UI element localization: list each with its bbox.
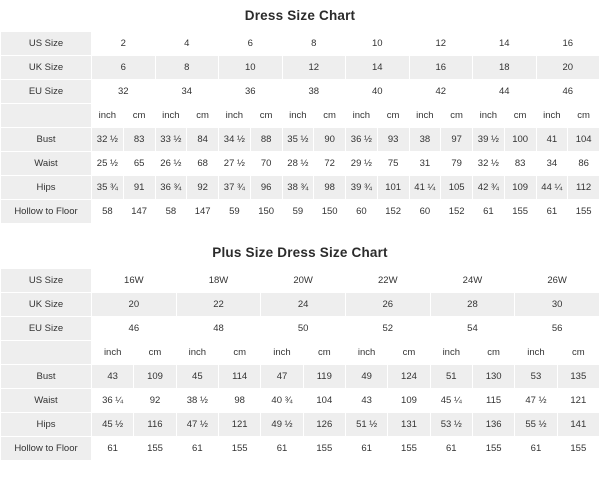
row-label-hips: Hips [1, 176, 92, 200]
cell-eu-size-3: 50 [261, 317, 346, 341]
cell-waist: 68 [187, 152, 219, 176]
unit-cell: cm [441, 104, 473, 128]
cell-bust: 88 [250, 128, 282, 152]
cell-us-size-6: 12 [409, 32, 473, 56]
cell-waist: 31 [409, 152, 441, 176]
unit-cell: inch [536, 104, 568, 128]
row-label-units [1, 341, 92, 365]
unit-cell: inch [92, 104, 124, 128]
row-label-us-size: US Size [1, 269, 92, 293]
cell-bust: 33 ½ [155, 128, 187, 152]
page-title: Dress Size Chart [244, 8, 356, 23]
cell-waist: 83 [504, 152, 536, 176]
unit-cell: inch [261, 341, 303, 365]
unit-cell: cm [568, 104, 600, 128]
cell-hips: 37 ¾ [219, 176, 251, 200]
cell-hollow-to-floor: 59 [282, 200, 314, 224]
cell-waist: 79 [441, 152, 473, 176]
unit-cell: cm [134, 341, 176, 365]
cell-eu-size-8: 46 [536, 80, 600, 104]
unit-cell: cm [504, 104, 536, 128]
row-label-hollow-to-floor: Hollow to Floor [1, 200, 92, 224]
cell-bust: 114 [218, 365, 260, 389]
cell-hollow-to-floor: 152 [377, 200, 409, 224]
cell-hips: 116 [134, 413, 176, 437]
cell-eu-size-1: 32 [92, 80, 156, 104]
table-row [1, 269, 600, 293]
cell-hollow-to-floor: 150 [250, 200, 282, 224]
cell-waist: 104 [303, 389, 345, 413]
cell-waist: 115 [472, 389, 514, 413]
cell-bust: 36 ½ [346, 128, 378, 152]
cell-bust: 49 [345, 365, 387, 389]
table-row [1, 413, 600, 437]
cell-us-size-1: 2 [92, 32, 156, 56]
cell-uk-size-7: 18 [473, 56, 537, 80]
cell-hips: 91 [123, 176, 155, 200]
cell-bust: 51 [430, 365, 472, 389]
row-label-hollow-to-floor: Hollow to Floor [1, 437, 92, 461]
dress-size-chart-block [0, 0, 600, 224]
unit-cell: inch [92, 341, 134, 365]
cell-hollow-to-floor: 155 [388, 437, 430, 461]
row-label-hips: Hips [1, 413, 92, 437]
unit-cell: cm [250, 104, 282, 128]
cell-eu-size-5: 54 [430, 317, 515, 341]
plus-size-chart-block [0, 237, 600, 461]
cell-hips: 45 ½ [92, 413, 134, 437]
cell-uk-size-8: 20 [536, 56, 600, 80]
cell-bust: 43 [92, 365, 134, 389]
cell-us-size-3: 20W [261, 269, 346, 293]
cell-uk-size-3: 10 [219, 56, 283, 80]
cell-hollow-to-floor: 152 [441, 200, 473, 224]
cell-us-size-1: 16W [92, 269, 177, 293]
cell-hips: 39 ¾ [346, 176, 378, 200]
cell-uk-size-6: 16 [409, 56, 473, 80]
cell-hips: 38 ¾ [282, 176, 314, 200]
cell-us-size-2: 18W [176, 269, 261, 293]
cell-waist: 75 [377, 152, 409, 176]
unit-cell: inch [409, 104, 441, 128]
cell-uk-size-4: 12 [282, 56, 346, 80]
cell-hips: 101 [377, 176, 409, 200]
cell-hips: 98 [314, 176, 346, 200]
unit-cell: inch [430, 341, 472, 365]
cell-uk-size-6: 30 [515, 293, 600, 317]
cell-hips: 55 ½ [515, 413, 557, 437]
cell-hollow-to-floor: 155 [568, 200, 600, 224]
cell-eu-size-4: 52 [345, 317, 430, 341]
unit-cell: cm [314, 104, 346, 128]
cell-hollow-to-floor: 155 [218, 437, 260, 461]
cell-bust: 41 [536, 128, 568, 152]
cell-us-size-4: 8 [282, 32, 346, 56]
cell-hollow-to-floor: 58 [155, 200, 187, 224]
cell-uk-size-4: 26 [345, 293, 430, 317]
table-row [1, 437, 600, 461]
cell-eu-size-2: 34 [155, 80, 219, 104]
cell-waist: 26 ½ [155, 152, 187, 176]
unit-cell: cm [557, 341, 599, 365]
cell-hips: 105 [441, 176, 473, 200]
cell-bust: 32 ½ [92, 128, 124, 152]
unit-cell: cm [377, 104, 409, 128]
cell-bust: 130 [472, 365, 514, 389]
cell-uk-size-2: 22 [176, 293, 261, 317]
cell-eu-size-5: 40 [346, 80, 410, 104]
cell-hollow-to-floor: 61 [473, 200, 505, 224]
cell-hollow-to-floor: 155 [504, 200, 536, 224]
cell-waist: 86 [568, 152, 600, 176]
cell-bust: 119 [303, 365, 345, 389]
cell-bust: 39 ½ [473, 128, 505, 152]
unit-cell: inch [176, 341, 218, 365]
cell-hollow-to-floor: 155 [134, 437, 176, 461]
table-row [1, 32, 600, 56]
cell-hollow-to-floor: 61 [515, 437, 557, 461]
plus-size-title: Plus Size Dress Size Chart [212, 245, 388, 260]
cell-waist: 27 ½ [219, 152, 251, 176]
cell-us-size-6: 26W [515, 269, 600, 293]
row-label-eu-size: EU Size [1, 80, 92, 104]
cell-hollow-to-floor: 61 [430, 437, 472, 461]
unit-cell: cm [472, 341, 514, 365]
cell-hips: 49 ½ [261, 413, 303, 437]
cell-hips: 141 [557, 413, 599, 437]
cell-us-size-8: 16 [536, 32, 600, 56]
cell-uk-size-5: 14 [346, 56, 410, 80]
cell-bust: 100 [504, 128, 536, 152]
cell-hollow-to-floor: 155 [472, 437, 514, 461]
cell-waist: 29 ½ [346, 152, 378, 176]
cell-waist: 34 [536, 152, 568, 176]
cell-waist: 47 ½ [515, 389, 557, 413]
cell-bust: 83 [123, 128, 155, 152]
cell-bust: 135 [557, 365, 599, 389]
cell-eu-size-6: 42 [409, 80, 473, 104]
cell-bust: 35 ½ [282, 128, 314, 152]
dress-size-table [0, 31, 600, 224]
cell-hips: 92 [187, 176, 219, 200]
unit-row [1, 341, 600, 365]
table-row [1, 176, 600, 200]
cell-eu-size-3: 36 [219, 80, 283, 104]
cell-bust: 47 [261, 365, 303, 389]
cell-hips: 136 [472, 413, 514, 437]
cell-waist: 32 ½ [473, 152, 505, 176]
cell-hips: 42 ¾ [473, 176, 505, 200]
cell-hollow-to-floor: 61 [536, 200, 568, 224]
cell-hips: 51 ½ [345, 413, 387, 437]
cell-eu-size-1: 46 [92, 317, 177, 341]
unit-cell: cm [388, 341, 430, 365]
table-row [1, 317, 600, 341]
dress-size-table-body [1, 32, 600, 224]
cell-hollow-to-floor: 61 [92, 437, 134, 461]
cell-hollow-to-floor: 60 [346, 200, 378, 224]
cell-waist: 40 ¾ [261, 389, 303, 413]
cell-us-size-4: 22W [345, 269, 430, 293]
plus-size-table [0, 268, 600, 461]
cell-bust: 38 [409, 128, 441, 152]
cell-waist: 98 [218, 389, 260, 413]
unit-cell: cm [218, 341, 260, 365]
cell-bust: 84 [187, 128, 219, 152]
cell-uk-size-5: 28 [430, 293, 515, 317]
table-row [1, 152, 600, 176]
cell-eu-size-7: 44 [473, 80, 537, 104]
cell-bust: 124 [388, 365, 430, 389]
cell-bust: 93 [377, 128, 409, 152]
row-label-uk-size: UK Size [1, 293, 92, 317]
unit-cell: inch [515, 341, 557, 365]
cell-hips: 131 [388, 413, 430, 437]
cell-waist: 65 [123, 152, 155, 176]
unit-row [1, 104, 600, 128]
cell-eu-size-4: 38 [282, 80, 346, 104]
cell-us-size-3: 6 [219, 32, 283, 56]
cell-waist: 43 [345, 389, 387, 413]
unit-cell: cm [187, 104, 219, 128]
cell-hips: 112 [568, 176, 600, 200]
row-label-units [1, 104, 92, 128]
cell-uk-size-3: 24 [261, 293, 346, 317]
unit-cell: inch [473, 104, 505, 128]
cell-waist: 92 [134, 389, 176, 413]
unit-cell: cm [303, 341, 345, 365]
cell-us-size-7: 14 [473, 32, 537, 56]
row-label-uk-size: UK Size [1, 56, 92, 80]
cell-hollow-to-floor: 155 [303, 437, 345, 461]
table-row [1, 293, 600, 317]
cell-hollow-to-floor: 61 [261, 437, 303, 461]
unit-cell: inch [345, 341, 387, 365]
row-label-us-size: US Size [1, 32, 92, 56]
table-row [1, 389, 600, 413]
cell-hollow-to-floor: 60 [409, 200, 441, 224]
table-row [1, 128, 600, 152]
table-row [1, 365, 600, 389]
row-label-bust: Bust [1, 128, 92, 152]
cell-hips: 109 [504, 176, 536, 200]
cell-waist: 109 [388, 389, 430, 413]
section-gap [0, 224, 600, 237]
cell-bust: 34 ½ [219, 128, 251, 152]
table-row [1, 56, 600, 80]
cell-hips: 126 [303, 413, 345, 437]
cell-waist: 28 ½ [282, 152, 314, 176]
cell-bust: 45 [176, 365, 218, 389]
cell-uk-size-2: 8 [155, 56, 219, 80]
cell-hips: 44 ¼ [536, 176, 568, 200]
cell-waist: 72 [314, 152, 346, 176]
table-row [1, 200, 600, 224]
cell-bust: 104 [568, 128, 600, 152]
cell-waist: 45 ¼ [430, 389, 472, 413]
cell-hips: 121 [218, 413, 260, 437]
cell-eu-size-2: 48 [176, 317, 261, 341]
cell-hollow-to-floor: 147 [123, 200, 155, 224]
row-label-bust: Bust [1, 365, 92, 389]
row-label-eu-size: EU Size [1, 317, 92, 341]
cell-us-size-5: 10 [346, 32, 410, 56]
cell-bust: 109 [134, 365, 176, 389]
unit-cell: inch [282, 104, 314, 128]
cell-waist: 70 [250, 152, 282, 176]
cell-waist: 38 ½ [176, 389, 218, 413]
unit-cell: cm [123, 104, 155, 128]
cell-bust: 53 [515, 365, 557, 389]
cell-us-size-5: 24W [430, 269, 515, 293]
unit-cell: inch [346, 104, 378, 128]
cell-waist: 25 ½ [92, 152, 124, 176]
cell-uk-size-1: 6 [92, 56, 156, 80]
cell-hollow-to-floor: 61 [345, 437, 387, 461]
cell-uk-size-1: 20 [92, 293, 177, 317]
row-label-waist: Waist [1, 152, 92, 176]
cell-hollow-to-floor: 58 [92, 200, 124, 224]
cell-eu-size-6: 56 [515, 317, 600, 341]
cell-hips: 96 [250, 176, 282, 200]
cell-bust: 90 [314, 128, 346, 152]
cell-waist: 36 ¼ [92, 389, 134, 413]
cell-hips: 41 ¼ [409, 176, 441, 200]
cell-bust: 97 [441, 128, 473, 152]
unit-cell: inch [155, 104, 187, 128]
cell-hollow-to-floor: 147 [187, 200, 219, 224]
cell-hollow-to-floor: 61 [176, 437, 218, 461]
cell-waist: 121 [557, 389, 599, 413]
cell-hollow-to-floor: 59 [219, 200, 251, 224]
cell-hips: 47 ½ [176, 413, 218, 437]
cell-hips: 35 ¾ [92, 176, 124, 200]
plus-size-table-body [1, 269, 600, 461]
row-label-waist: Waist [1, 389, 92, 413]
cell-hollow-to-floor: 155 [557, 437, 599, 461]
table-row [1, 80, 600, 104]
cell-hips: 53 ½ [430, 413, 472, 437]
cell-hips: 36 ¾ [155, 176, 187, 200]
unit-cell: inch [219, 104, 251, 128]
cell-hollow-to-floor: 150 [314, 200, 346, 224]
cell-us-size-2: 4 [155, 32, 219, 56]
